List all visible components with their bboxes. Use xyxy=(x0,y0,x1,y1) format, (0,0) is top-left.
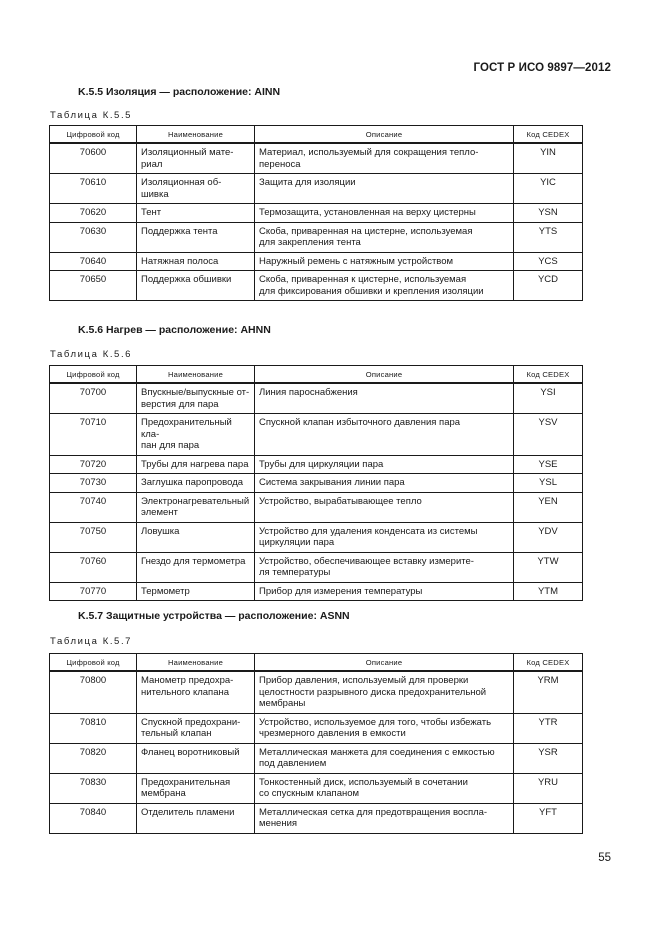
column-header-code: Цифровой код xyxy=(50,654,137,672)
table-caption: Таблица К.5.7 xyxy=(50,636,133,647)
cell-description: Система закрывания линии пара xyxy=(255,474,514,493)
cell-code: 70730 xyxy=(50,474,137,493)
cell-cedex: YTR xyxy=(514,713,583,743)
cell-description: Устройство, обеспечивающее вставку измерите- ля температуры xyxy=(255,552,514,582)
cell-code: 70810 xyxy=(50,713,137,743)
table-row xyxy=(50,803,583,833)
cell-cedex: YSI xyxy=(514,383,583,414)
cell-description: Трубы для циркуляции пара xyxy=(255,455,514,474)
table-row xyxy=(50,252,583,271)
cell-description: Прибор для измерения температуры xyxy=(255,582,514,601)
cell-name: Фланец воротниковый xyxy=(137,743,255,773)
cell-description: Скоба, приваренная на цистерне, используемая для закрепления тента xyxy=(255,222,514,252)
cell-code: 70630 xyxy=(50,222,137,252)
cell-description: Термозащита, установленная на верху цистерны xyxy=(255,204,514,223)
table-k57 xyxy=(49,653,583,834)
cell-description: Устройство, используемое для того, чтобы избежать чрезмерного давления в емкости xyxy=(255,713,514,743)
cell-description: Наружный ремень с натяжным устройством xyxy=(255,252,514,271)
cell-description: Устройство, вырабатывающее тепло xyxy=(255,492,514,522)
cell-name: Трубы для нагрева пара xyxy=(137,455,255,474)
section-title: K.5.7 Защитные устройства — расположение: ASNN xyxy=(78,610,350,622)
table-row xyxy=(50,773,583,803)
table-row xyxy=(50,383,583,414)
cell-name: Заглушка паропровода xyxy=(137,474,255,493)
cell-code: 70720 xyxy=(50,455,137,474)
cell-cedex: YEN xyxy=(514,492,583,522)
cell-code: 70640 xyxy=(50,252,137,271)
cell-code: 70830 xyxy=(50,773,137,803)
column-header-name: Наименование xyxy=(137,366,255,384)
cell-name: Термометр xyxy=(137,582,255,601)
cell-name: Натяжная полоса xyxy=(137,252,255,271)
column-header-name: Наименование xyxy=(137,654,255,672)
cell-description: Материал, используемый для сокращения тепло- переноса xyxy=(255,143,514,174)
cell-cedex: YTM xyxy=(514,582,583,601)
table-row xyxy=(50,143,583,174)
cell-cedex: YFT xyxy=(514,803,583,833)
cell-name: Предохранительный кла- пан для пара xyxy=(137,414,255,456)
table-row xyxy=(50,174,583,204)
column-header-cedex: Код CEDEX xyxy=(514,654,583,672)
cell-cedex: YCS xyxy=(514,252,583,271)
cell-name: Изоляционный мате- риал xyxy=(137,143,255,174)
cell-cedex: YIC xyxy=(514,174,583,204)
cell-code: 70750 xyxy=(50,522,137,552)
table-caption: Таблица К.5.5 xyxy=(50,110,133,121)
cell-code: 70800 xyxy=(50,671,137,713)
column-header-description: Описание xyxy=(255,366,514,384)
cell-cedex: YSR xyxy=(514,743,583,773)
cell-name: Манометр предохра- нительного клапана xyxy=(137,671,255,713)
cell-cedex: YDV xyxy=(514,522,583,552)
cell-code: 70840 xyxy=(50,803,137,833)
cell-description: Прибор давления, используемый для проверки целостности разрывного диска предохранительной мембраны xyxy=(255,671,514,713)
cell-name: Тент xyxy=(137,204,255,223)
cell-cedex: YTW xyxy=(514,552,583,582)
cell-name: Впускные/выпускные от- верстия для пара xyxy=(137,383,255,414)
table-header-row xyxy=(50,366,583,384)
cell-code: 70820 xyxy=(50,743,137,773)
table-row xyxy=(50,671,583,713)
cell-name: Спускной предохрани- тельный клапан xyxy=(137,713,255,743)
cell-name: Отделитель пламени xyxy=(137,803,255,833)
cell-cedex: YTS xyxy=(514,222,583,252)
cell-description: Линия пароснабжения xyxy=(255,383,514,414)
table-row xyxy=(50,455,583,474)
table-row xyxy=(50,522,583,552)
standard-header: ГОСТ Р ИСО 9897—2012 xyxy=(473,62,611,74)
table-row xyxy=(50,743,583,773)
cell-name: Ловушка xyxy=(137,522,255,552)
cell-code: 70740 xyxy=(50,492,137,522)
column-header-code: Цифровой код xyxy=(50,366,137,384)
table-row xyxy=(50,713,583,743)
cell-code: 70610 xyxy=(50,174,137,204)
cell-description: Скоба, приваренная к цистерне, используемая для фиксирования обшивки и крепления изоляции xyxy=(255,271,514,301)
cell-code: 70600 xyxy=(50,143,137,174)
table-header-row xyxy=(50,126,583,144)
column-header-name: Наименование xyxy=(137,126,255,144)
column-header-code: Цифровой код xyxy=(50,126,137,144)
section-title: K.5.6 Нагрев — расположение: AHNN xyxy=(78,324,271,336)
column-header-description: Описание xyxy=(255,126,514,144)
cell-name: Поддержка тента xyxy=(137,222,255,252)
table-row xyxy=(50,271,583,301)
table-row xyxy=(50,222,583,252)
table-k55 xyxy=(49,125,583,301)
cell-code: 70650 xyxy=(50,271,137,301)
cell-description: Спускной клапан избыточного давления пара xyxy=(255,414,514,456)
column-header-cedex: Код CEDEX xyxy=(514,366,583,384)
table-row xyxy=(50,204,583,223)
cell-description: Тонкостенный диск, используемый в сочетании со спускным клапаном xyxy=(255,773,514,803)
cell-cedex: YSV xyxy=(514,414,583,456)
column-header-cedex: Код CEDEX xyxy=(514,126,583,144)
table-row xyxy=(50,552,583,582)
cell-name: Предохранительная мембрана xyxy=(137,773,255,803)
cell-cedex: YIN xyxy=(514,143,583,174)
section-title: K.5.5 Изоляция — расположение: AINN xyxy=(78,86,281,98)
cell-code: 70620 xyxy=(50,204,137,223)
cell-code: 70770 xyxy=(50,582,137,601)
table-row xyxy=(50,474,583,493)
cell-code: 70760 xyxy=(50,552,137,582)
cell-description: Металлическая сетка для предотвращения воспла- менения xyxy=(255,803,514,833)
cell-description: Защита для изоляции xyxy=(255,174,514,204)
cell-code: 70710 xyxy=(50,414,137,456)
cell-name: Изоляционная об- шивка xyxy=(137,174,255,204)
cell-description: Устройство для удаления конденсата из системы циркуляции пара xyxy=(255,522,514,552)
table-k56 xyxy=(49,365,583,601)
cell-name: Гнездо для термометра xyxy=(137,552,255,582)
table-row xyxy=(50,492,583,522)
cell-cedex: YSE xyxy=(514,455,583,474)
table-caption: Таблица К.5.6 xyxy=(50,349,133,360)
table-row xyxy=(50,414,583,456)
table-row xyxy=(50,582,583,601)
column-header-description: Описание xyxy=(255,654,514,672)
cell-name: Электронагревательный элемент xyxy=(137,492,255,522)
cell-cedex: YSN xyxy=(514,204,583,223)
table-header-row xyxy=(50,654,583,672)
page-number: 55 xyxy=(598,852,611,864)
cell-description: Металлическая манжета для соединения с емкостью под давлением xyxy=(255,743,514,773)
cell-cedex: YCD xyxy=(514,271,583,301)
cell-code: 70700 xyxy=(50,383,137,414)
cell-name: Поддержка обшивки xyxy=(137,271,255,301)
cell-cedex: YRU xyxy=(514,773,583,803)
cell-cedex: YRM xyxy=(514,671,583,713)
cell-cedex: YSL xyxy=(514,474,583,493)
